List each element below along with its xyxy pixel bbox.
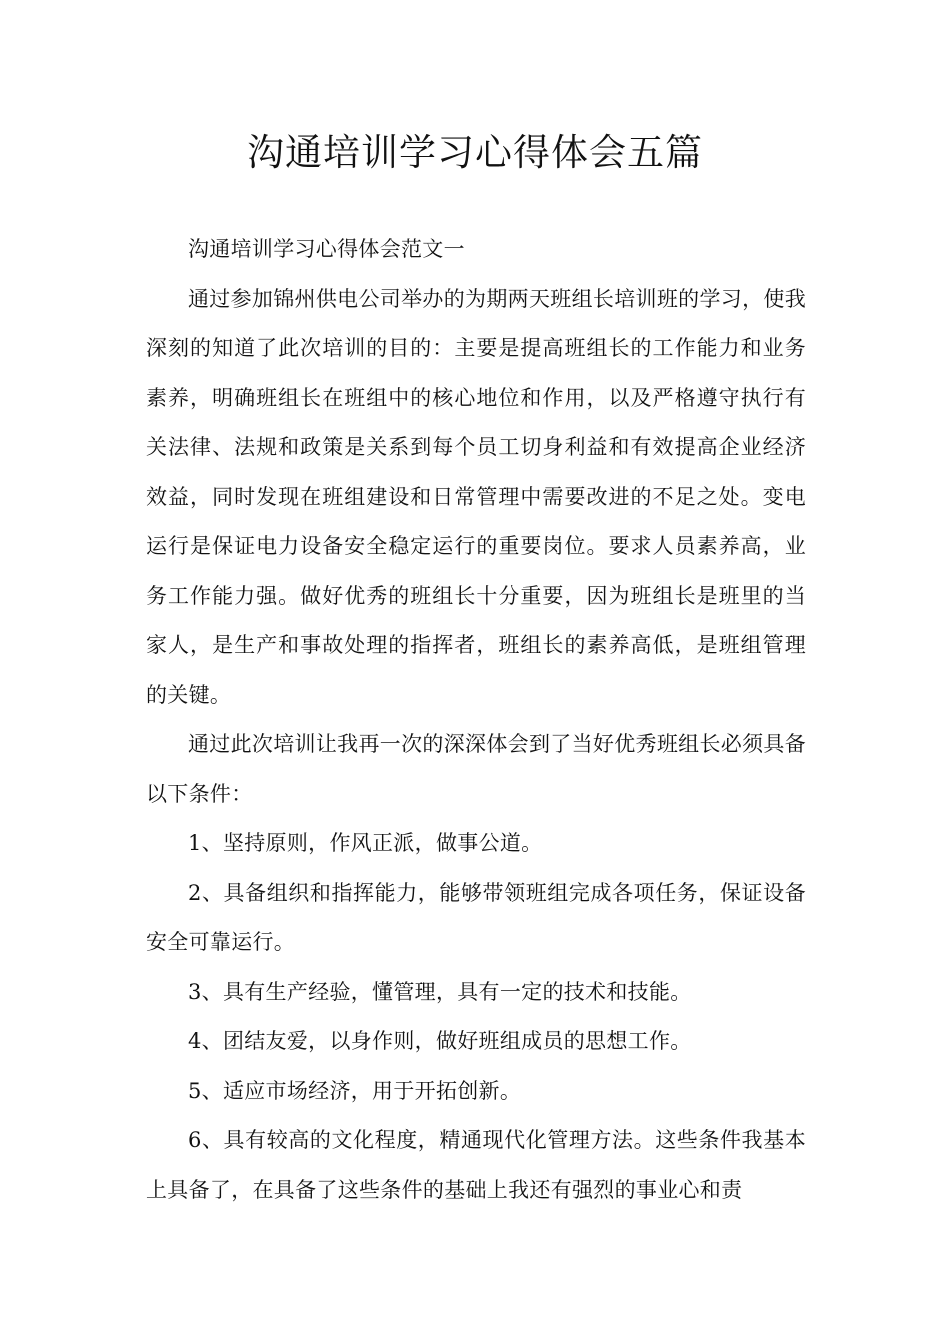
document-body — [146, 225, 806, 1215]
document-title: 沟通培训学习心得体会五篇 — [247, 131, 703, 174]
list-item: 5、适应市场经济，用于开拓创新。 — [188, 1078, 522, 1103]
body-paragraph: 通过参加锦州供电公司举办的为期两天班组长培训班的学习，使我深刻的知道了此次培训的目的：主要是提高班组长的工作能力和业务素养，明确班组长在班组中的核心地位和作用，以及严格遵守执行有关法律、法规和政策是关系到每个员工切身利益和有效提高企业经济效益，同时发现在班组建设和日常管理中需要改进的不足之处。变电运行是保证电力设备安全稳定运行的重要岗位。要求人员素养高，业务工作能力强。做好优秀的班组长十分重要，因为班组长是班里的当家人，是生产和事故处理的指挥者，班组长的素养高低，是班组管理的关键。 — [146, 286, 806, 707]
list-item: 4、团结友爱，以身作则，做好班组成员的思想工作。 — [188, 1029, 692, 1053]
body-paragraph: 通过此次培训让我再一次的深深体会到了当好优秀班组长必须具备以下条件： — [146, 732, 806, 806]
list-item: 2、具备组织和指挥能力，能够带领班组完成各项任务，保证设备安全可靠运行。 — [146, 880, 806, 954]
list-item: 3、具有生产经验，懂管理，具有一定的技术和技能。 — [188, 979, 692, 1004]
section-heading: 沟通培训学习心得体会范文一 — [188, 237, 465, 261]
list-item: 1、坚持原则，作风正派，做事公道。 — [188, 831, 543, 855]
list-item: 6、具有较高的文化程度，精通现代化管理方法。这些条件我基本上具备了，在具备了这些条件的基础上我还有强烈的事业心和责 — [146, 1128, 806, 1202]
